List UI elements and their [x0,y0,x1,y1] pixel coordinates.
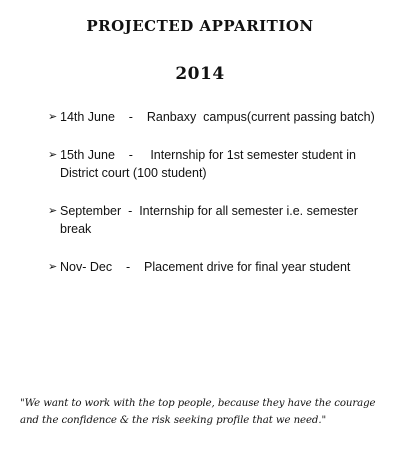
schedule-list [48,108,388,276]
list-item-text: Nov- Dec - Placement drive for final year student [60,260,351,274]
list-item-text: September - Internship for all semester i.e. semester break [60,204,362,236]
quote-text: "We want to work with the top people, because they have the courage and the confidence & the risk seeking profile that we need." [20,398,376,426]
list-item-text: 14th June - Ranbaxy campus(current passing batch) [60,110,375,124]
year-heading: 2014 [175,64,225,84]
arrowhead-bullet-icon: ➢ [48,111,58,123]
list-item-text: 15th June - Internship for 1st semester student in District court (100 student) [60,148,360,180]
page-title: PROJECTED APPARITION [86,17,314,35]
list-item [48,202,388,238]
arrowhead-bullet-icon: ➢ [48,149,58,161]
list-item [48,108,388,126]
list-item [48,146,388,182]
arrowhead-bullet-icon: ➢ [48,205,58,217]
list-item [48,258,388,276]
arrowhead-bullet-icon: ➢ [48,261,58,273]
